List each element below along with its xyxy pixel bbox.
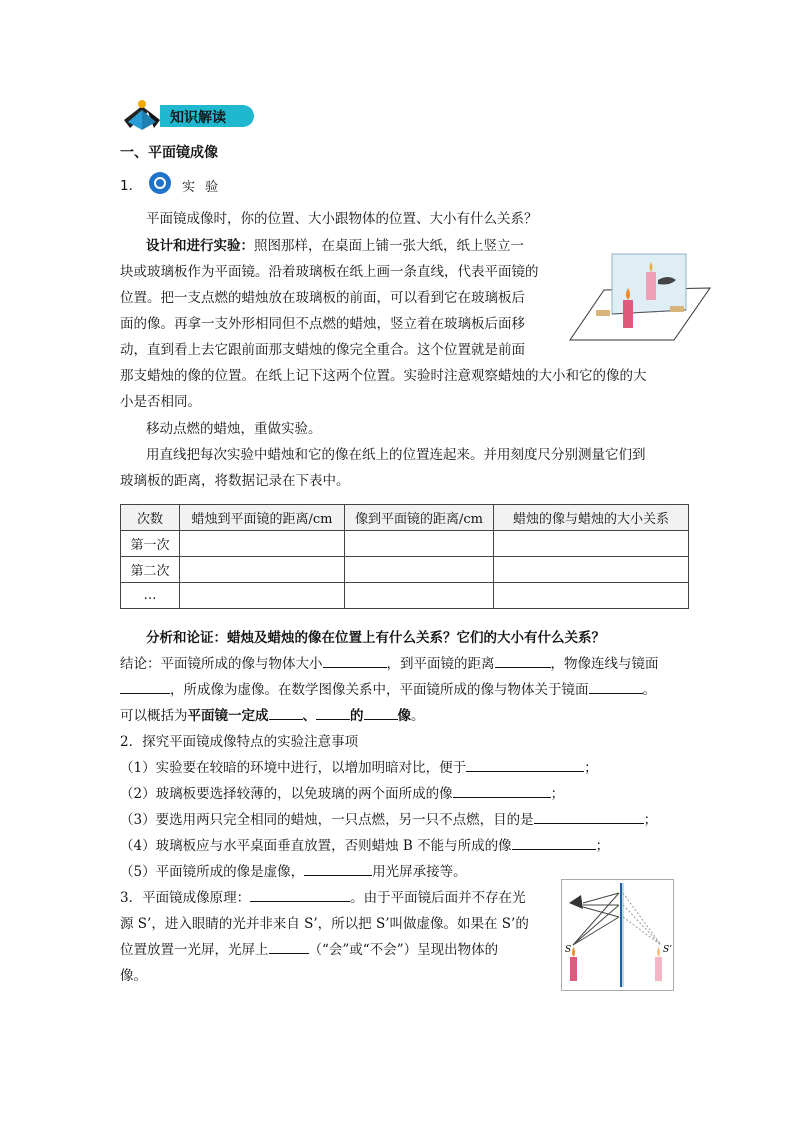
table-cell [494, 557, 689, 583]
item3-line-3: 位置放置一光屏，光屏上 （“会”或“不会”）呈现出物体的 [120, 942, 499, 958]
table-cell [494, 531, 689, 557]
table-cell [345, 557, 494, 583]
item3-line-1: 3．平面镜成像原理： 。由于平面镜后面并不存在光 [120, 890, 526, 906]
move-candle-text: 移动点燃的蜡烛，重做实验。 [146, 421, 322, 437]
item2-title: 2．探究平面镜成像特点的实验注意事项 [120, 734, 359, 750]
table-cell [345, 531, 494, 557]
source-label: S [565, 945, 572, 955]
blank[interactable] [323, 655, 387, 668]
blank[interactable] [453, 785, 551, 798]
table-cell [345, 583, 494, 609]
question-text: 平面镜成像时，你的位置、大小跟物体的位置、大小有什么关系？ [146, 211, 538, 227]
design-line-4: 面的像。再拿一支外形相同但不点燃的蜡烛，竖立着在玻璃板后面移 [120, 316, 525, 332]
table-row [121, 531, 689, 557]
connect-line-2: 玻璃板的距离，将数据记录在下表中。 [120, 473, 350, 489]
conclusion-line-2: ，所成像为虚像。在数学图像关系中，平面镜所成的像与物体关于镜面 。 [120, 681, 656, 699]
table-header-cell: 次数 [121, 505, 180, 531]
design-label: 设计和进行实验： [146, 238, 254, 254]
table-row-label: 第一次 [121, 531, 180, 557]
connect-line-1: 用直线把每次实验中蜡烛和它的像在纸上的位置连起来。并用刻度尺分别测量它们到 [146, 447, 646, 463]
conclusion-line-3: 可以概括为平面镜一定成 、 的 像。 [120, 708, 425, 724]
blank[interactable] [316, 707, 350, 720]
design-line-2: 块或玻璃板作为平面镜。沿着玻璃板在纸上画一条直线，代表平面镜的 [120, 264, 539, 280]
conclusion-line-1: 结论：平面镜所成的像与物体大小 ，到平面镜的距离 ，物像连线与镜面 [120, 656, 659, 672]
virtual-image-label: S’ [663, 945, 673, 955]
item1-number: 1． [120, 178, 143, 194]
candle-mirror-figure [566, 250, 712, 342]
heading-plane-mirror: 一、平面镜成像 [120, 145, 218, 161]
table-row-label: 第二次 [121, 557, 180, 583]
table-header-cell: 像到平面镜的距离/cm [345, 505, 494, 531]
table-row [121, 557, 689, 583]
note-4: （4）玻璃板应与水平桌面垂直放置，否则蜡烛 B 不能与所成的像 ； [120, 838, 610, 854]
experiment-label: 实 验 [182, 180, 222, 195]
blank[interactable] [466, 759, 584, 772]
note-1: （1）实验要在较暗的环境中进行，以增加明暗对比，便于 ； [120, 760, 598, 776]
blank[interactable] [269, 941, 309, 954]
table-cell [180, 583, 345, 609]
table-row [121, 583, 689, 609]
table-row-label: … [121, 583, 180, 609]
design-line-1: 设计和进行实验：照图那样，在桌面上铺一张大纸，纸上竖立一 [146, 238, 524, 254]
table-header-row [121, 505, 689, 531]
blank[interactable] [495, 655, 551, 668]
section-badge [120, 98, 254, 134]
note-2: （2）玻璃板要选择较薄的，以免玻璃的两个面所成的像 ； [120, 786, 565, 802]
table-header-cell: 蜡烛的像与蜡烛的大小关系 [494, 505, 689, 531]
design-line-5: 动，直到看上去它跟前面那支蜡烛的像完全重合。这个位置就是前面 [120, 342, 525, 358]
note-5: （5）平面镜所成的像是虚像， 用光屏承接等。 [120, 864, 467, 880]
analysis-label: 分析和论证： [146, 630, 227, 646]
blank[interactable] [512, 837, 596, 850]
mirror-ray-figure [561, 879, 674, 991]
table-header-cell: 蜡烛到平面镜的距离/cm [180, 505, 345, 531]
blank[interactable] [364, 707, 398, 720]
blank[interactable] [534, 811, 644, 824]
blank[interactable] [589, 681, 643, 694]
design-line-7: 小是否相同。 [120, 394, 201, 410]
table-cell [180, 557, 345, 583]
item3-line-2: 源 S’，进入眼睛的光并非来自 S’，所以把 S’叫做虚像。如果在 S’的 [120, 916, 529, 932]
blank[interactable] [304, 863, 372, 876]
blank[interactable] [250, 889, 350, 902]
item3-line-4: 像。 [120, 968, 147, 984]
design-line-3: 位置。把一支点燃的蜡烛放在玻璃板的前面，可以看到它在玻璃板后 [120, 290, 525, 306]
blank[interactable] [120, 681, 170, 694]
blank[interactable] [269, 707, 303, 720]
data-table [120, 504, 689, 609]
design-line-6: 那支蜡烛的像的位置。在纸上记下这两个位置。实验时注意观察蜡烛的大小和它的像的大 [120, 368, 647, 384]
note-3: （3）要选用两只完全相同的蜡烛，一只点燃，另一只不点燃，目的是 ； [120, 812, 658, 828]
analysis-line: 分析和论证：蜡烛及蜡烛的像在位置上有什么关系？它们的大小有什么关系？ [146, 630, 605, 646]
magnifier-icon [148, 171, 172, 195]
table-cell [180, 531, 345, 557]
section-badge-text: 知识解读 [170, 110, 226, 126]
table-cell [494, 583, 689, 609]
